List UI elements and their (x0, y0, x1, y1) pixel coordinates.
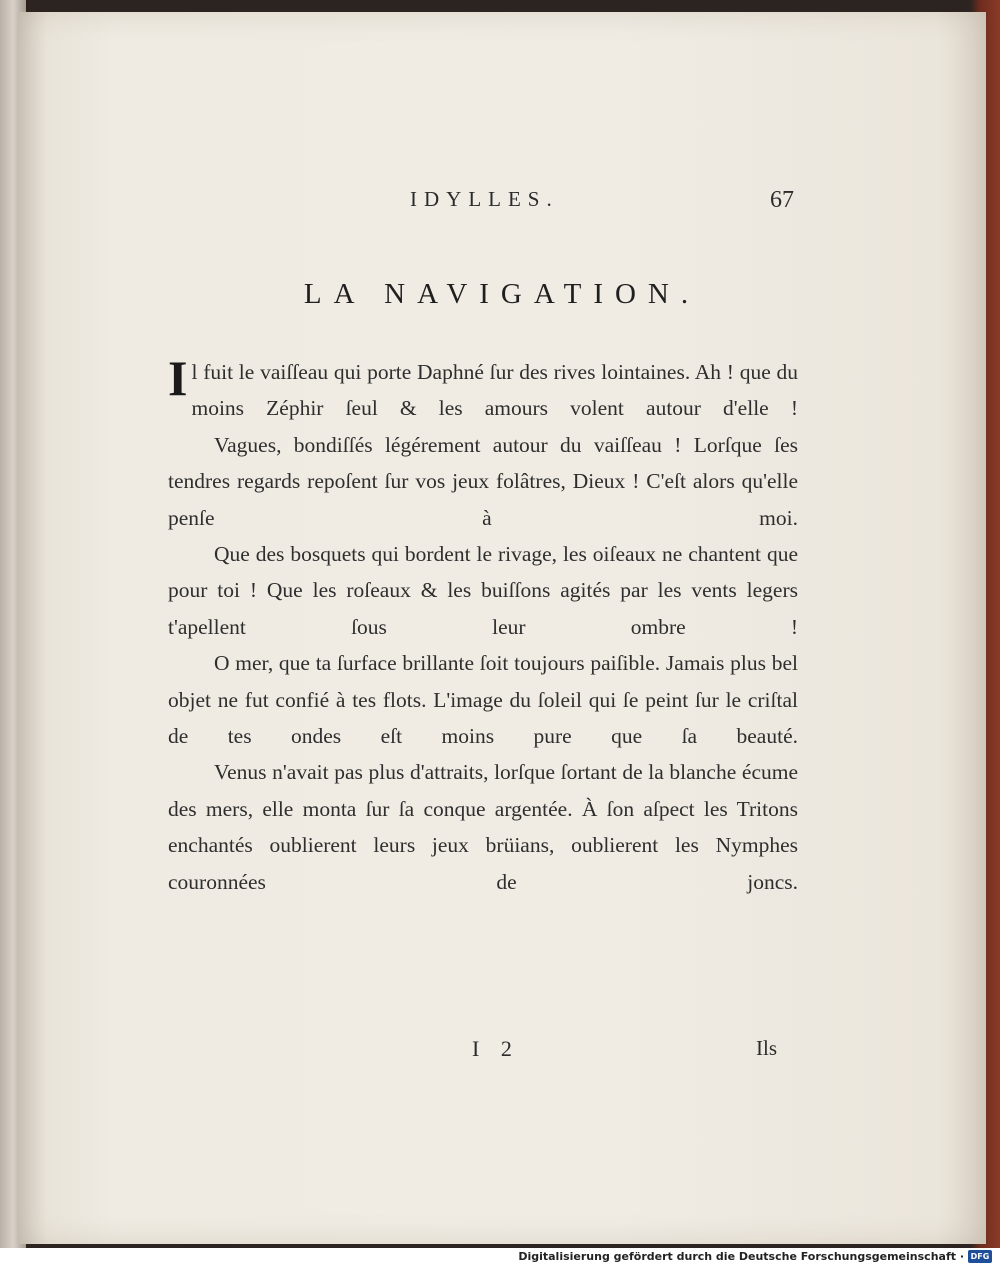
paragraph-1-text: l fuit le vaiſſeau qui porte Daphné ſur des rives lointaines. Ah ! que du moins Zéphir ſeul & les amours volent autour d'elle ! (191, 360, 798, 421)
catchword: Ils (756, 1036, 777, 1060)
paragraph-1 (168, 350, 798, 427)
page-number: 67 (770, 187, 794, 213)
page-footer (18, 1036, 986, 1066)
paragraph-2: Vagues, bondiſſés légérement autour du vaiſſeau ! Lorſque ſes tendres regards repoſent ſur vos jeux folâtres, Dieux ! C'eſt alors qu'elle penſe à moi. (168, 432, 798, 530)
paragraph-4: O mer, que ta ſurface brillante ſoit toujours paiſible. Jamais plus bel objet ne fut confié à tes flots. L'image du ſoleil qui ſe peint ſur le criſtal de tes ondes eſt moins pure que ſa beauté. (168, 651, 798, 749)
credit-text: Digitalisierung gefördert durch die Deutsche Forschungsgemeinschaft · (518, 1250, 964, 1263)
chapter-title: LA NAVIGATION. (303, 278, 701, 310)
body-text (168, 350, 798, 900)
running-title: IDYLLES. (410, 187, 559, 211)
signature-mark: I 2 (472, 1036, 520, 1061)
credit-bar (0, 1248, 1000, 1266)
paragraph-5: Venus n'avait pas plus d'attraits, lorſque ſortant de la blanche écume des mers, elle monta ſur ſa conque argentée. À ſon aſpect les Tritons enchantés oublierent leurs jeux brüians, oublierent les Nymphes couronnées de joncs. (168, 760, 798, 894)
book-page (18, 12, 986, 1244)
dfg-logo-icon: DFG (968, 1250, 992, 1263)
page-header (18, 187, 986, 217)
paragraph-3: Que des bosquets qui bordent le rivage, les oiſeaux ne chantent que pour toi ! Que les roſeaux & les buiſſons agités par les vents legers t'apellent ſous leur ombre ! (168, 542, 798, 639)
drop-cap: I (168, 350, 188, 406)
